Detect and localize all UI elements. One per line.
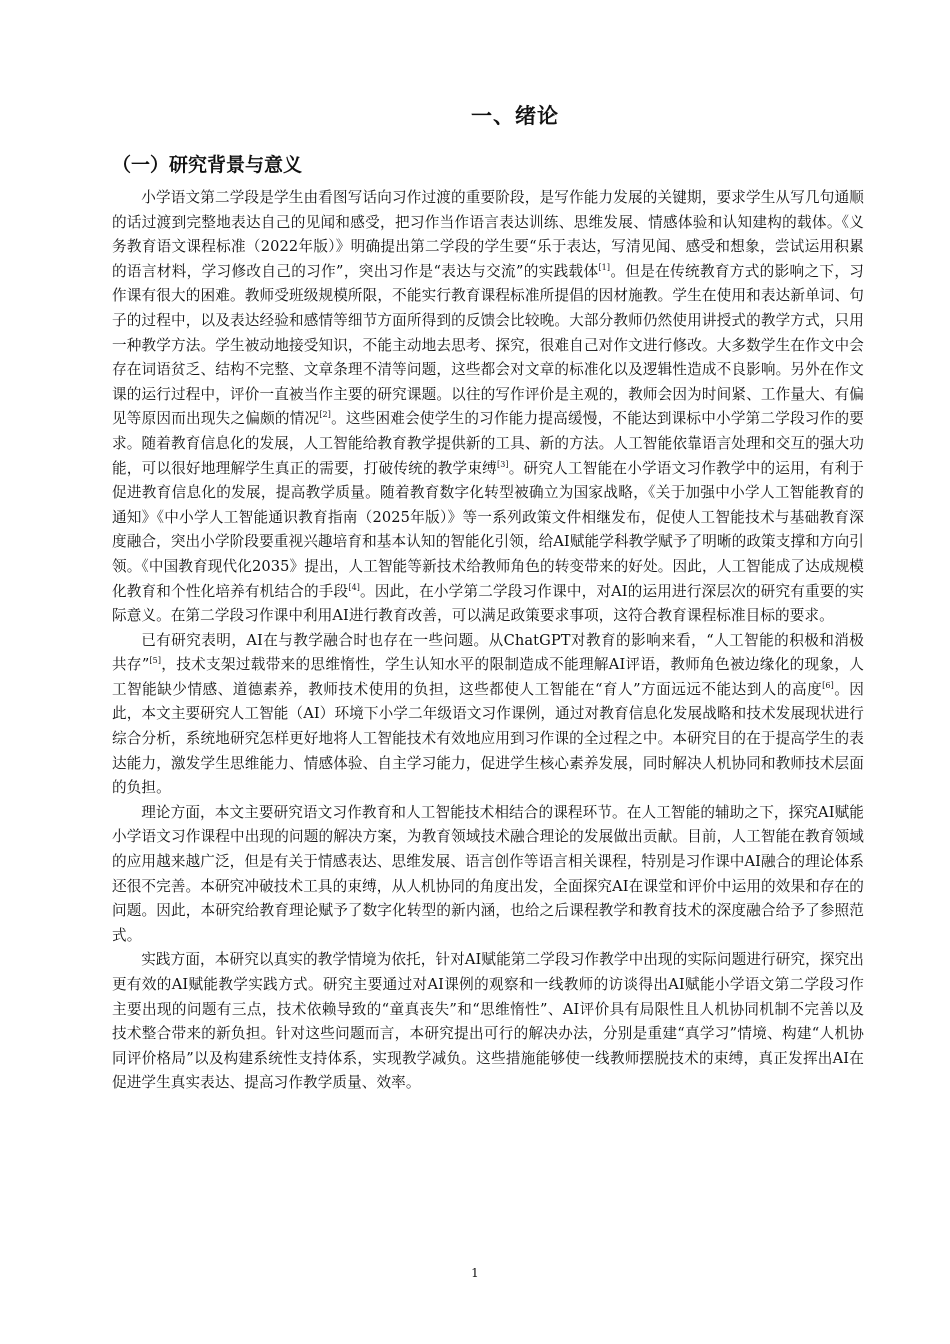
paragraph-text: 。研究人工智能在小学语文习作教学中的运用，有利于促进教育信息化的发展，提高教学质量。随着教育数字化转型被确立为国家战略，《关于加强中小学人工智能教育的通知》《中小学人工智能通识教育指南（2025年版）》等一系列政策文件相继发布，促使人工智能技术与基础教育深度融合，突出小学阶段要重视兴趣培育和基本认知的智能化引领，给AI赋能学科教学赋予了明晰的政策支撑和方向引领。《中国教育现代化2035》提出，人工智能等新技术给教师角色的转变带来的好处。因此，人工智能成了达成规模化教育和个性化培养有机结合的手段: [112, 459, 864, 600]
paragraph-text: 小学语文第二学段是学生由看图写话向习作过渡的重要阶段，是写作能力发展的关键期，要求学生从写几句通顺的话过渡到完整地表达自己的见闻和感受，把习作当作语言表达训练、思维发展、情感体验和认知建构的载体。《义务教育语文课程标准（2022年版）》明确提出第二学段的学生要“乐于表达，写清见闻、感受和想象，尝试运用积累的语言材料，学习修改自己的习作”，突出习作是“表达与交流”的实践载体: [112, 189, 864, 280]
citation-ref: [3]: [496, 459, 509, 469]
paragraph-text: ，技术支架过载带来的思维惰性，学生认知水平的限制造成不能理解AI评语，教师角色被边缘化的现象，人工智能缺少情感、道德素养，教师技术使用的负担，这些都使人工智能在“育人”方面远远不能达到人的高度: [112, 656, 865, 698]
citation-ref: [1]: [598, 262, 611, 272]
section-title: （一）研究背景与意义: [112, 154, 303, 176]
paragraph-text: 。但是在传统教育方式的影响之下，习作课有很大的困难。教师受班级规模所限，不能实行教育课程标准所提倡的因材施教。学生在使用和表达新单词、句子的过程中，以及表达经验和感情等细节方面所得到的反馈会比较晚。大部分教师仍然使用讲授式的教学方式，只用一种教学方法。学生被动地接受知识，不能主动地去思考、探究，很难自己对作文进行修改。大多数学生在作文中会存在词语贫乏、结构不完整、文章条理不清等问题，这些都会对文章的标准化以及逻辑性造成不良影响。另外在作文课的运行过程中，评价一直被当作主要的研究课题。以往的写作评价是主观的，教师会因为时间紧、工作量大、有偏见等原因而出现失之偏颇的情况: [112, 262, 864, 428]
paragraph-text: 。这些困难会使学生的习作能力提高缓慢，不能达到课标中小学第二学段习作的要求。随着教育信息化的发展，人工智能给教育教学提供新的工具、新的方法。人工智能依靠语言处理和交互的强大功能，可以很好地理解学生真正的需要，打破传统的教学束缚: [112, 410, 865, 477]
body-paragraph: [112, 629, 864, 801]
body-text: [112, 186, 864, 1096]
paragraph-text: 理论方面，本文主要研究语文习作教育和人工智能技术相结合的课程环节。在人工智能的辅助之下，探究AI赋能小学语文习作课程中出现的问题的解决方案，为教育领域技术融合理论的发展做出贡献。目前，人工智能在教育领域的应用越来越广泛，但是有关于情感表达、思维发展、语言创作等语言相关课程，特别是习作课中AI融合的理论体系还很不完善。本研究冲破技术工具的束缚，从人机协同的角度出发，全面探究AI在课堂和评价中运用的效果和存在的问题。因此，本研究给教育理论赋予了数字化转型的新内涵，也给之后课程教学和教育技术的深度融合给予了参照范式。: [112, 803, 864, 944]
paragraph-text: 。因此，在小学第二学段习作课中，对AI的运用进行深层次的研究有重要的实际意义。在第二学段习作课中利用AI进行教育改善，可以满足政策要求事项，这符合教育课程标准目标的要求。: [112, 582, 864, 625]
citation-ref: [4]: [348, 582, 360, 592]
body-paragraph: [112, 186, 864, 629]
body-paragraph: [112, 948, 864, 1096]
page-number: 1: [471, 1266, 479, 1280]
paragraph-text: 已有研究表明，AI在与教学融合时也存在一些问题。从ChatGPT对教育的影响来看，“人工智能的积极和消极共存”: [112, 631, 864, 674]
body-paragraph: [112, 801, 864, 949]
paragraph-text: 实践方面，本研究以真实的教学情境为依托，针对AI赋能第二学段习作教学中出现的实际问题进行研究，探究出更有效的AI赋能教学实践方式。研究主要通过对AI课例的观察和一线教师的访谈得出AI赋能小学语文第二学段习作主要出现的问题有三点，技术依赖导致的“童真丧失”和“思维惰性”、AI评价具有局限性且人机协同机制不完善以及技术整合带来的新负担。针对这些问题而言，本研究提出可行的解决办法，分别是重建“真学习”情境、构建“人机协同评价格局”以及构建系统性支持体系，实现教学减负。这些措施能够使一线教师摆脱技术的束缚，真正发挥出AI在促进学生真实表达、提高习作教学质量、效率。: [112, 951, 864, 1092]
citation-ref: [5]: [149, 656, 162, 666]
citation-ref: [6]: [822, 680, 834, 690]
paragraph-text: 。因此，本文主要研究人工智能（AI）环境下小学二年级语文习作课例，通过对教育信息化发展战略和技术发展现状进行综合分析，系统地研究怎样更好地将人工智能技术有效地应用到习作课的全过程之中。本研究目的在于提高学生的表达能力，激发学生思维能力、情感体验、自主学习能力，促进学生核心素养发展，同时解决人机协同和教师技术层面的负担。: [112, 680, 864, 797]
citation-ref: [2]: [319, 410, 331, 420]
chapter-title: 一、绪论: [471, 104, 559, 128]
